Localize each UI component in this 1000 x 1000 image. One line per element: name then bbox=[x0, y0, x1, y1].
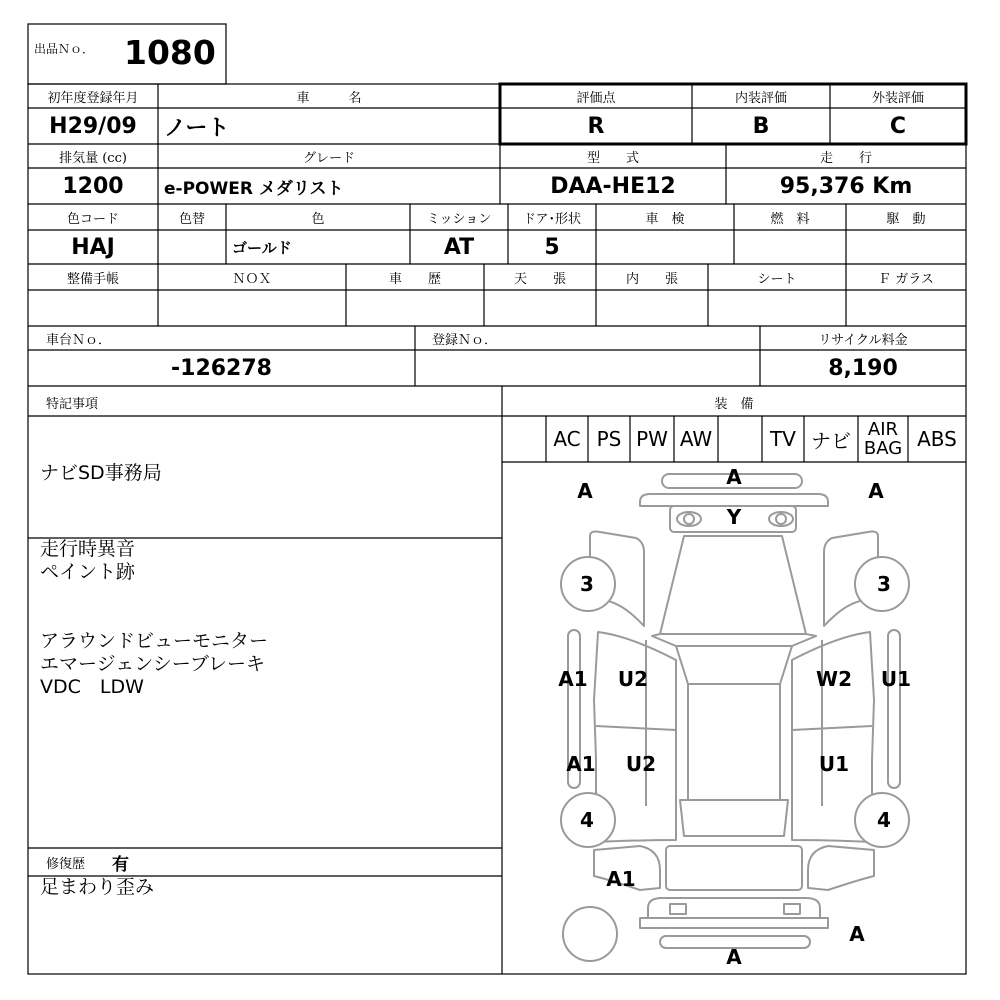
damage-front-right: A bbox=[868, 479, 884, 503]
fuel-label: 燃 料 bbox=[770, 211, 810, 227]
equipment-pw: PW bbox=[636, 427, 668, 451]
model-label: 型 式 bbox=[586, 150, 639, 166]
color-label: 色 bbox=[311, 211, 325, 227]
damage-left-step-front: A1 bbox=[558, 667, 588, 691]
damage-front-left: A bbox=[577, 479, 593, 503]
equipment-ac: AC bbox=[553, 427, 581, 451]
equipment-abs: ABS bbox=[917, 427, 957, 451]
drive-label: 駆 動 bbox=[886, 211, 926, 227]
car-name-label: 車 名 bbox=[296, 90, 362, 106]
equipment-navi: ナビ bbox=[811, 428, 851, 453]
door-value: 5 bbox=[544, 234, 560, 260]
interior-grade-label: 内装評価 bbox=[734, 90, 787, 106]
seat-label: シート bbox=[757, 271, 797, 287]
interior-trim-label: 内 張 bbox=[625, 271, 678, 287]
model-value: DAA-HE12 bbox=[550, 173, 676, 199]
repair-history-label: 修復歴 bbox=[46, 856, 86, 872]
displacement-label: 排気量 (cc) bbox=[59, 150, 127, 166]
score-value: R bbox=[587, 113, 605, 139]
mileage-label: 走 行 bbox=[819, 150, 872, 166]
displacement-value: 1200 bbox=[62, 173, 124, 199]
damage-tire-rear-right: 4 bbox=[877, 808, 891, 832]
service-book-label: 整備手帳 bbox=[66, 271, 119, 287]
damage-tire-front-right: 3 bbox=[877, 572, 891, 596]
lot-number: 1080 bbox=[124, 32, 216, 72]
score-label: 評価点 bbox=[576, 90, 616, 106]
notes-block-3: 足まわり歪み bbox=[40, 876, 155, 898]
equipment-item bbox=[718, 416, 762, 462]
grade-value: e-POWER メダリスト bbox=[164, 178, 344, 199]
damage-left-step-rear: A1 bbox=[566, 752, 596, 776]
front-glass-label: Ｆ ガラス bbox=[878, 271, 934, 287]
mission-label: ミッション bbox=[426, 211, 492, 227]
registration-no-label: 登録Ｎｏ． bbox=[432, 332, 498, 348]
damage-tire-rear-left: 4 bbox=[580, 808, 594, 832]
equipment-airbag: AIR BAG bbox=[863, 419, 903, 459]
color-value: ゴールド bbox=[232, 238, 292, 257]
lot-label: 出品Ｎｏ． bbox=[34, 41, 95, 56]
damage-right-step: U1 bbox=[880, 667, 912, 691]
interior-grade-value: B bbox=[752, 113, 770, 139]
vehicle-history-label: 車 歴 bbox=[388, 271, 441, 287]
notes-block-2: 走行時異音 ペイント跡 アラウンドビューモニター エマージェンシーブレーキ VDC LDW bbox=[40, 538, 269, 698]
recycle-fee-value: 8,190 bbox=[828, 355, 898, 381]
door-label: ドア･形状 bbox=[522, 211, 582, 227]
damage-rear-bumper: A bbox=[726, 945, 742, 969]
damage-front-bumper: A bbox=[726, 465, 742, 489]
recycle-fee-label: リサイクル料金 bbox=[818, 332, 908, 348]
notes-label: 特記事項 bbox=[46, 396, 99, 412]
notes-block-1: ナビSD事務局 bbox=[40, 462, 162, 484]
chassis-no-label: 車台Ｎｏ． bbox=[46, 332, 112, 348]
roof-lining-label: 天 張 bbox=[513, 271, 566, 287]
damage-left-front-door: U2 bbox=[617, 667, 649, 691]
repair-history-value: 有 bbox=[112, 854, 129, 875]
damage-grille: Y bbox=[726, 505, 742, 529]
damage-rear-left-quarter: A1 bbox=[606, 867, 636, 891]
repaint-label: 色替 bbox=[178, 211, 205, 227]
equipment-ps: PS bbox=[596, 427, 622, 451]
reg-date-value: H29/09 bbox=[49, 113, 137, 139]
damage-tire-front-left: 3 bbox=[580, 572, 594, 596]
mission-value: AT bbox=[443, 234, 475, 260]
damage-right-front-door: W2 bbox=[816, 667, 852, 691]
reg-date-label: 初年度登録年月 bbox=[47, 90, 139, 106]
damage-rear-right: A bbox=[849, 922, 865, 946]
car-name-value: ノート bbox=[164, 115, 230, 141]
nox-label: ＮＯＸ bbox=[232, 271, 272, 287]
mileage-value: 95,376 Km bbox=[779, 173, 913, 199]
equipment-tv: TV bbox=[770, 427, 796, 451]
chassis-no-value: -126278 bbox=[171, 355, 272, 381]
equipment-aw: AW bbox=[679, 427, 713, 451]
exterior-grade-value: C bbox=[889, 113, 907, 139]
equipment-label: 装 備 bbox=[714, 396, 754, 412]
inspection-label: 車 検 bbox=[645, 211, 685, 227]
equipment-item bbox=[502, 416, 546, 462]
spare-tire bbox=[563, 907, 617, 961]
damage-right-rear-door: U1 bbox=[818, 752, 850, 776]
color-code-label: 色コード bbox=[66, 211, 119, 227]
damage-left-rear-door: U2 bbox=[625, 752, 657, 776]
color-code-value: HAJ bbox=[71, 234, 115, 260]
grade-label: グレード bbox=[302, 150, 355, 166]
exterior-grade-label: 外装評価 bbox=[871, 90, 924, 106]
